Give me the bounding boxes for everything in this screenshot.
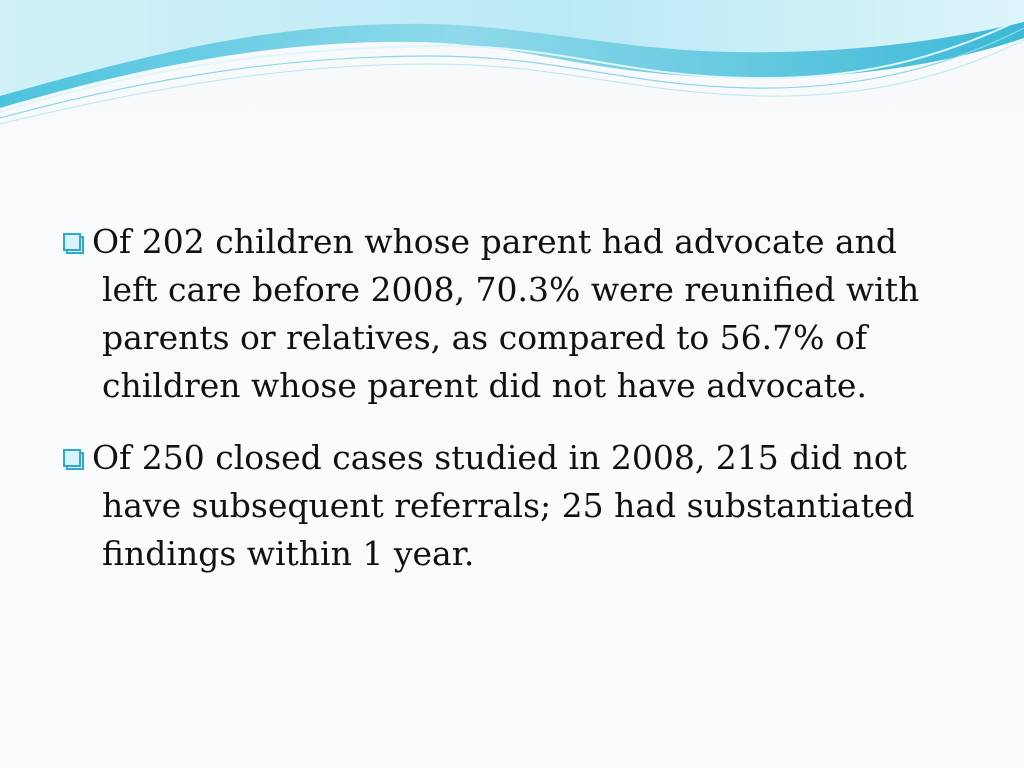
bullet-item [62, 434, 942, 578]
bullet-item [62, 218, 942, 410]
checkbox-icon [62, 232, 84, 254]
checkbox-icon [62, 448, 84, 470]
header-wave-decoration [0, 0, 1024, 130]
slide-content [62, 218, 942, 602]
bullet-text: Of 202 children whose parent had advocate and left care before 2008, 70.3% were reunified with parents or relatives, as compared to 56.7% of children whose parent did not have advocate. [92, 222, 920, 405]
bullet-text: Of 250 closed cases studied in 2008, 215 did not have subsequent referrals; 25 had substantiated findings within 1 year. [92, 438, 915, 573]
